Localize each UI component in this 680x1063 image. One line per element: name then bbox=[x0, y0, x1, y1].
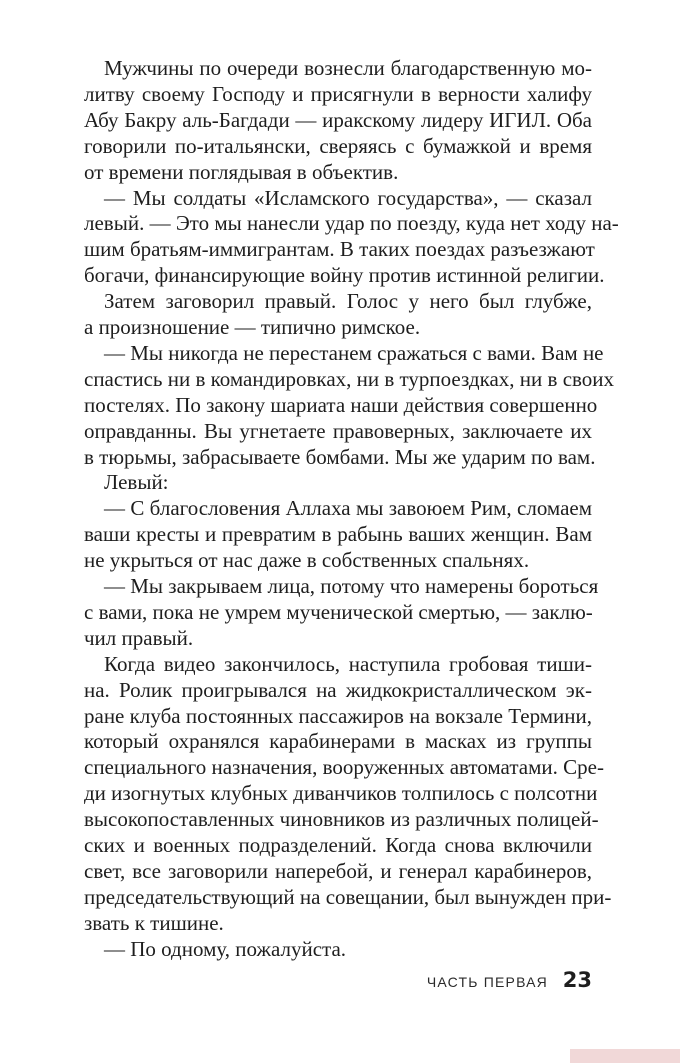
text-line: шим братьям-иммигрантам. В таких поездах разъезжают bbox=[84, 237, 595, 262]
text-line: Мужчины по очереди вознесли благодарственную мо- bbox=[104, 56, 592, 80]
text-line: от времени поглядывая в объектив. bbox=[84, 159, 399, 184]
text-line: чил правый. bbox=[84, 625, 194, 650]
text-line: ских и военных подразделений. Когда снова включили bbox=[84, 833, 592, 857]
page-number: 23 bbox=[562, 968, 592, 992]
text-line: председательствующий на совещании, был вынужден при- bbox=[84, 884, 612, 909]
text-line: левый. — Это мы нанесли удар по поезду, куда нет ходу на- bbox=[84, 211, 619, 236]
text-line: не укрыться от нас даже в собственных спальнях. bbox=[84, 548, 530, 573]
text-line: — Мы никогда не перестанем сражаться с вами. Вам не bbox=[104, 340, 604, 365]
page-footer bbox=[0, 968, 680, 998]
text-line: литву своему Господу и присягнули в верности халифу bbox=[84, 81, 592, 106]
running-title: ЧАСТЬ ПЕРВАЯ bbox=[426, 974, 548, 990]
text-line: — С благословения Аллаха мы завоюем Рим, сломаем bbox=[104, 496, 592, 521]
text-line: Левый: bbox=[104, 470, 169, 495]
text-line: говорили по-итальянски, сверяясь с бумажкой и время bbox=[84, 133, 592, 158]
text-line: а произношение — типично римское. bbox=[84, 315, 421, 339]
text-line: ране клуба постоянных пассажиров на вокзале Термини, bbox=[84, 703, 592, 728]
text-line: богачи, финансирующие войну против истинной религии. bbox=[84, 263, 605, 288]
text-line: — Мы солдаты «Исламского государства», — сказал bbox=[104, 185, 592, 210]
text-line: ваши кресты и превратим в рабынь ваших женщин. Вам bbox=[84, 522, 592, 547]
scan-edge-mark bbox=[570, 1049, 680, 1063]
text-line: спастись ни в командировках, ни в турпоездках, ни в своих bbox=[84, 366, 615, 391]
text-line: ди изогнутых клубных диванчиков толпилось с полсотни bbox=[84, 781, 598, 806]
text-line: на. Ролик проигрывался на жидкокристаллическом эк- bbox=[84, 677, 592, 702]
text-line: постелях. По закону шариата наши действия совершенно bbox=[84, 392, 598, 417]
text-line: Затем заговорил правый. Голос у него был глубже, bbox=[104, 289, 592, 314]
text-line: — Мы закрываем лица, потому что намерены бороться bbox=[104, 574, 599, 598]
text-line: который охранялся карабинерами в масках из группы bbox=[84, 729, 592, 754]
text-line: свет, все заговорили наперебой, и генерал карабинеров, bbox=[84, 858, 592, 883]
text-line: Абу Бакру аль-Багдади — иракскому лидеру ИГИЛ. Оба bbox=[84, 107, 592, 132]
text-line: — По одному, пожалуйста. bbox=[104, 936, 347, 961]
text-line: в тюрьмы, забрасываете бомбами. Мы же ударим по вам. bbox=[84, 444, 596, 469]
text-line: звать к тишине. bbox=[84, 910, 224, 935]
text-line: Когда видео закончилось, наступила гробовая тиши- bbox=[104, 651, 592, 676]
text-line: высокопоставленных чиновников из различных полицей- bbox=[84, 807, 599, 832]
text-line: специального назначения, вооруженных автоматами. Сре- bbox=[84, 755, 604, 780]
text-line: с вами, пока не умрем мученической смертью, — заклю- bbox=[84, 599, 593, 624]
text-line: оправданны. Вы угнетаете правоверных, заключаете их bbox=[84, 418, 592, 443]
